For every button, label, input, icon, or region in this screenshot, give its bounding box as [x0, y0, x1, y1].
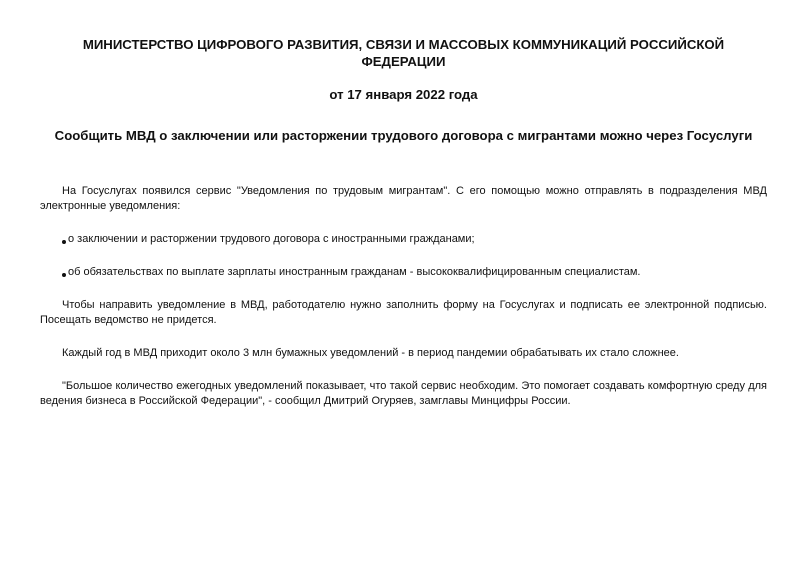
article-headline: Сообщить МВД о заключении или расторжении трудового договора с мигрантами можно через Госуслуги	[54, 128, 753, 143]
list-item-text: о заключении и расторжении трудового договора с иностранными гражданами;	[68, 233, 475, 245]
intro-paragraph: На Госуслугах появился сервис "Уведомления по трудовым мигрантам". С его помощью можно отправлять в подразделения МВД электронные уведомления:	[40, 185, 767, 212]
paragraph-statistics: Каждый год в МВД приходит около 3 млн бумажных уведомлений - в период пандемии обрабатывать их стало сложнее.	[62, 347, 679, 359]
document-page	[40, 36, 767, 427]
list-item-text: об обязательствах по выплате зарплаты иностранным гражданам - высококвалифицированным специалистам.	[68, 266, 641, 278]
bullet-icon	[62, 240, 66, 244]
list-item	[62, 232, 767, 247]
list-item	[62, 265, 767, 280]
paragraph-submission: Чтобы направить уведомление в МВД, работодателю нужно заполнить форму на Госуслугах и подписать ее электронной подписью. Посещать ведомство не придется.	[40, 299, 767, 326]
paragraph-quote: "Большое количество ежегодных уведомлений показывает, что такой сервис необходим. Это помогает создавать комфортную среду для ведения бизнеса в Российской Федерации", - сообщил Дмитрий Огуряев, замглавы Минцифры России.	[40, 380, 767, 407]
document-date: от 17 января 2022 года	[329, 87, 478, 102]
bullet-icon	[62, 273, 66, 277]
organization-title: МИНИСТЕРСТВО ЦИФРОВОГО РАЗВИТИЯ, СВЯЗИ И МАССОВЫХ КОММУНИКАЦИЙ РОССИЙСКОЙ ФЕДЕРАЦИИ	[82, 37, 725, 69]
article-body	[40, 184, 767, 409]
